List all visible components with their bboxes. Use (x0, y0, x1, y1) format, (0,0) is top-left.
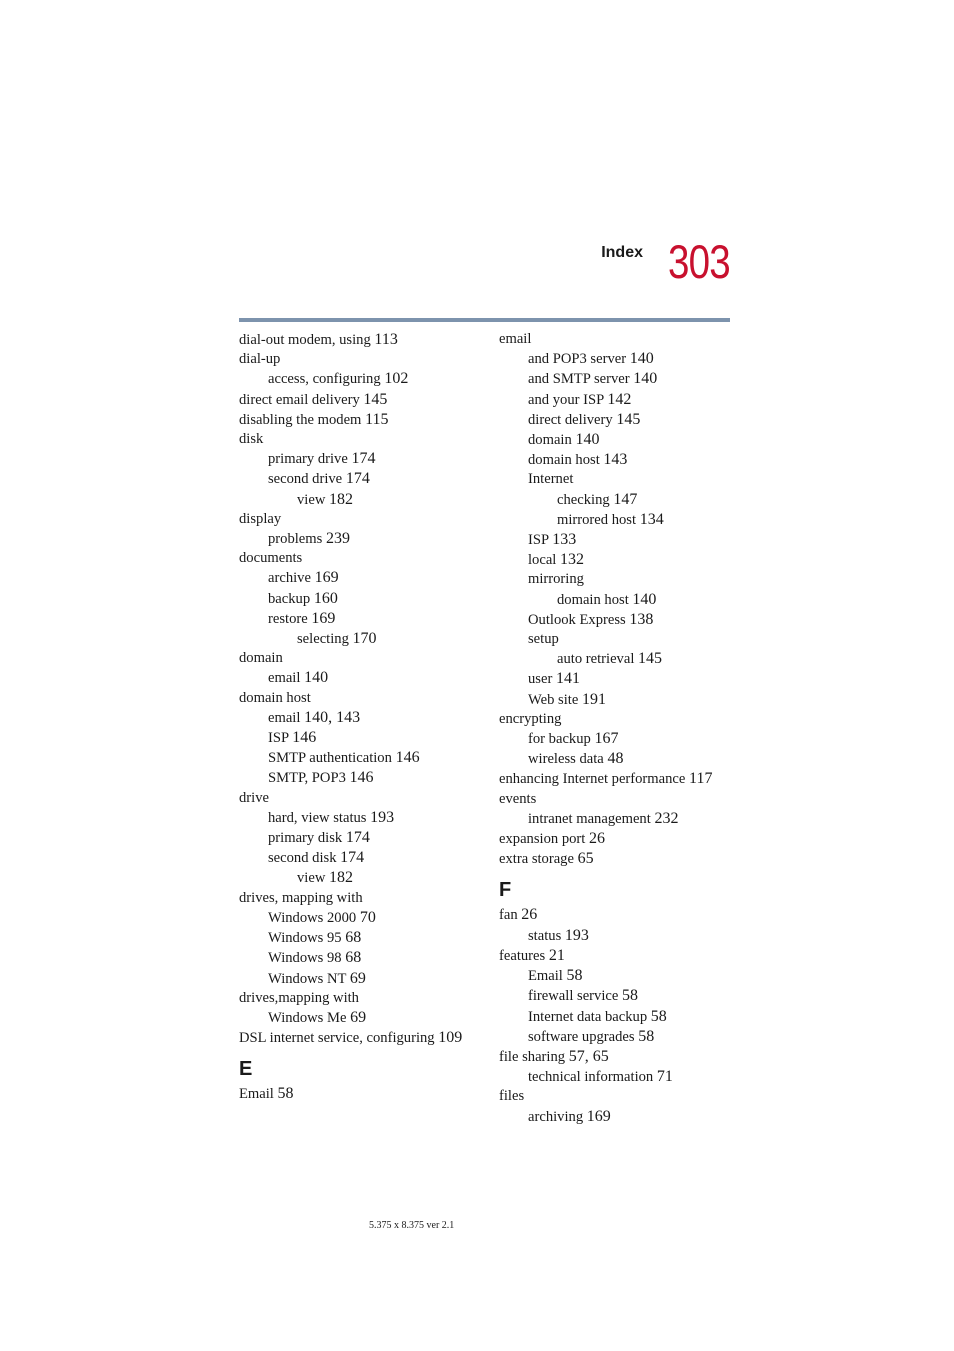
index-entry (239, 808, 484, 828)
index-term: mirrored host (557, 511, 637, 528)
index-term: backup (268, 590, 311, 607)
index-term: SMTP authentication (268, 750, 392, 767)
section-letter: F (499, 879, 512, 902)
index-page-ref: 58 (622, 987, 639, 1005)
index-term: ISP (528, 532, 549, 549)
index-entry (239, 828, 484, 848)
index-entry (499, 330, 730, 349)
index-term: auto retrieval (557, 651, 635, 668)
index-term: dial-out modem, using (239, 332, 371, 348)
index-page-ref: 182 (329, 869, 354, 887)
index-term: second drive (268, 471, 343, 488)
index-entry (499, 550, 730, 570)
index-term: domain host (557, 591, 629, 608)
index-page-ref: 174 (345, 470, 370, 488)
index-entry (499, 390, 730, 410)
index-entry (499, 966, 730, 986)
index-entry (239, 449, 484, 469)
index-column-right (499, 330, 730, 1127)
index-entry (239, 629, 484, 649)
index-entry (239, 549, 484, 568)
index-entry (499, 450, 730, 470)
index-term: archiving (528, 1108, 584, 1125)
index-entry (499, 926, 730, 946)
index-term: disk (239, 431, 264, 448)
index-entry (239, 768, 484, 788)
index-term: direct email delivery (239, 391, 360, 408)
index-term: extra storage (499, 851, 574, 868)
index-term: view (297, 491, 326, 508)
index-entry (239, 1008, 484, 1028)
index-entry (239, 430, 484, 449)
index-page-ref: 69 (349, 969, 366, 987)
index-term: email (268, 670, 301, 687)
index-entry (239, 529, 484, 549)
index-entry (499, 1047, 730, 1067)
index-entry (239, 908, 484, 928)
index-page-ref: 113 (374, 331, 398, 348)
index-entry (499, 809, 730, 829)
index-page-ref: 68 (345, 949, 362, 967)
index-term: primary drive (268, 451, 348, 468)
index-term: Email (239, 1086, 274, 1103)
index-page-ref: 138 (629, 610, 654, 628)
index-page-ref: 70 (359, 908, 376, 926)
index-entry (239, 789, 484, 808)
index-term: Windows 2000 (268, 909, 357, 926)
index-term: and your ISP (528, 391, 604, 408)
index-entry (499, 669, 730, 689)
index-term: documents (239, 550, 303, 567)
index-page-ref: 140 (632, 590, 657, 608)
index-page-ref: 146 (292, 729, 317, 747)
index-entry (499, 710, 730, 729)
index-page-ref: 58 (566, 967, 583, 985)
index-entry (239, 410, 484, 430)
index-page-ref: 160 (313, 589, 338, 607)
index-term: software upgrades (528, 1028, 635, 1045)
index-term: drives,mapping with (239, 989, 359, 1006)
index-entry (499, 986, 730, 1006)
index-page-ref: 169 (586, 1107, 611, 1125)
index-term: domain host (239, 689, 311, 706)
index-entry (499, 729, 730, 749)
index-page-ref: 21 (548, 946, 565, 964)
index-page-ref: 117 (689, 770, 713, 788)
index-entry (499, 530, 730, 550)
index-term: features (499, 947, 546, 964)
index-term: files (499, 1088, 525, 1105)
index-term: file sharing (499, 1048, 566, 1065)
index-page-ref: 167 (594, 730, 619, 748)
header-rule (239, 318, 730, 322)
index-entry (239, 989, 484, 1008)
index-entry (499, 430, 730, 450)
index-term: Outlook Express (528, 611, 626, 628)
index-page-ref: 48 (607, 750, 624, 768)
index-entry (239, 689, 484, 708)
index-page-ref: 170 (352, 630, 377, 648)
index-entry (499, 946, 730, 966)
index-page-ref: 133 (552, 531, 577, 549)
index-page-ref: 140, 143 (304, 708, 361, 726)
page-number: 303 (668, 235, 730, 288)
index-entry (499, 769, 730, 789)
index-term: view (297, 870, 326, 887)
index-term: direct delivery (528, 411, 613, 428)
index-page-ref: 102 (384, 370, 409, 388)
index-term: ISP (268, 730, 289, 747)
index-entry (239, 369, 484, 389)
index-entry (239, 330, 484, 350)
index-term: SMTP, POP3 (268, 770, 346, 787)
index-entry (499, 510, 730, 530)
index-entry (499, 349, 730, 369)
index-entry (239, 568, 484, 588)
index-entry (239, 928, 484, 948)
index-term: Windows 95 (268, 930, 342, 947)
index-entry (499, 849, 730, 869)
index-entry (499, 369, 730, 389)
index-term: for backup (528, 731, 591, 748)
index-entry (499, 905, 730, 925)
index-term: technical information (528, 1069, 654, 1086)
index-entry (239, 350, 484, 369)
index-entry (239, 708, 484, 728)
index-page-ref: 193 (564, 926, 589, 944)
index-page-ref: 169 (311, 609, 336, 627)
index-page-ref: 145 (363, 390, 388, 408)
index-term: drive (239, 789, 269, 806)
index-page-ref: 58 (277, 1085, 294, 1103)
index-term: hard, view status (268, 809, 367, 826)
index-entry (239, 668, 484, 688)
index-entry (239, 868, 484, 888)
index-page-ref: 65 (577, 850, 594, 868)
index-term: Internet data backup (528, 1008, 648, 1025)
index-entry (499, 410, 730, 430)
index-entry (499, 1107, 730, 1127)
index-term: domain (528, 432, 572, 449)
index-entry (499, 1007, 730, 1027)
index-entry (499, 649, 730, 669)
index-page-ref: 142 (607, 390, 632, 408)
index-page-ref: 58 (650, 1007, 667, 1025)
index-entry (499, 590, 730, 610)
index-term: primary disk (268, 830, 343, 847)
index-term: display (239, 510, 282, 527)
index-page-ref: 146 (349, 769, 374, 787)
index-page-ref: 140 (633, 370, 658, 388)
index-term: email (499, 331, 532, 347)
index-term: archive (268, 570, 311, 587)
index-entry (499, 570, 730, 589)
index-page-ref: 193 (370, 808, 395, 826)
index-term: DSL internet service, configuring (239, 1030, 435, 1047)
index-entry (239, 948, 484, 968)
index-term: intranet management (528, 810, 651, 827)
index-entry (499, 1027, 730, 1047)
index-entry (499, 790, 730, 809)
index-page-ref: 26 (589, 830, 605, 848)
index-entry (239, 589, 484, 609)
running-header-label: Index (601, 244, 643, 261)
index-term: email (268, 709, 301, 726)
index-page-ref: 71 (656, 1068, 673, 1086)
index-page-ref: 134 (639, 510, 664, 528)
index-page-ref: 182 (329, 490, 354, 508)
index-term: enhancing Internet performance (499, 771, 686, 788)
index-term: disabling the modem (239, 411, 362, 428)
index-entry (499, 1067, 730, 1087)
index-page-ref: 174 (340, 849, 365, 867)
index-page-ref: 174 (345, 829, 370, 847)
index-entry (239, 390, 484, 410)
index-entry (499, 749, 730, 769)
index-page-ref: 68 (345, 929, 362, 947)
index-entry (499, 829, 730, 849)
index-entry (499, 690, 730, 710)
index-term: restore (268, 610, 308, 627)
index-term: setup (528, 631, 559, 648)
index-term: selecting (297, 631, 349, 648)
index-page-ref: 143 (603, 451, 628, 469)
section-letter: E (239, 1058, 253, 1081)
index-term: and POP3 server (528, 351, 627, 368)
index-entry (239, 748, 484, 768)
index-page-ref: 115 (365, 410, 389, 428)
index-term: problems (268, 531, 323, 548)
index-page-ref: 26 (521, 906, 538, 924)
index-page-ref: 140 (629, 350, 654, 368)
index-page-ref: 57, 65 (568, 1047, 609, 1065)
index-page-ref: 109 (438, 1029, 463, 1047)
index-term: expansion port (499, 831, 586, 848)
index-page-ref: 140 (304, 669, 329, 687)
index-term: checking (557, 491, 610, 508)
index-term: domain (239, 650, 283, 667)
index-page-ref: 146 (395, 749, 420, 767)
index-term: fan (499, 907, 518, 924)
index-entry (499, 1087, 730, 1106)
index-entry (499, 610, 730, 630)
index-term: Windows NT (268, 970, 347, 987)
index-entry (239, 490, 484, 510)
index-entry (239, 609, 484, 629)
index-page-ref: 132 (560, 551, 585, 569)
index-entry (239, 469, 484, 489)
index-term: Web site (528, 691, 579, 708)
index-page-ref: 232 (654, 809, 679, 827)
index-term: Windows 98 (268, 950, 342, 967)
index-term: encrypting (499, 710, 562, 727)
index-entry (239, 848, 484, 868)
index-entry (499, 630, 730, 649)
index-term: local (528, 552, 557, 569)
index-entry (239, 510, 484, 529)
index-column-left (239, 330, 484, 1105)
index-entry (239, 728, 484, 748)
index-entry (239, 969, 484, 989)
index-page-ref: 145 (616, 410, 641, 428)
index-entry (499, 470, 730, 489)
index-term: drives, mapping with (239, 889, 363, 906)
index-page-ref: 140 (575, 431, 600, 449)
index-page-ref: 141 (555, 670, 580, 688)
index-term: Windows Me (268, 1009, 347, 1026)
index-term: dial-up (239, 351, 281, 368)
index-page-ref: 69 (350, 1008, 367, 1026)
index-term: Internet (528, 471, 574, 488)
index-page-ref: 147 (613, 490, 638, 508)
index-term: and SMTP server (528, 371, 630, 388)
index-term: access, configuring (268, 371, 381, 388)
index-term: domain host (528, 452, 600, 469)
index-page-ref: 191 (581, 690, 606, 708)
index-term: mirroring (528, 571, 584, 588)
index-entry (239, 889, 484, 908)
index-page-ref: 58 (638, 1027, 655, 1045)
index-term: events (499, 790, 537, 807)
index-page-ref: 239 (325, 530, 350, 548)
index-term: firewall service (528, 988, 619, 1005)
index-entry (239, 1028, 484, 1048)
index-term: second disk (268, 850, 337, 867)
index-page-ref: 174 (351, 450, 376, 468)
index-page-ref: 145 (638, 650, 663, 668)
index-term: Email (528, 968, 563, 985)
index-term: wireless data (528, 751, 604, 768)
index-term: user (528, 671, 553, 688)
index-entry (239, 649, 484, 668)
index-page-ref: 169 (314, 569, 339, 587)
index-entry (239, 1084, 484, 1104)
footer-version: 5.375 x 8.375 ver 2.1 (369, 1220, 455, 1231)
index-term: status (528, 927, 562, 944)
index-entry (499, 490, 730, 510)
